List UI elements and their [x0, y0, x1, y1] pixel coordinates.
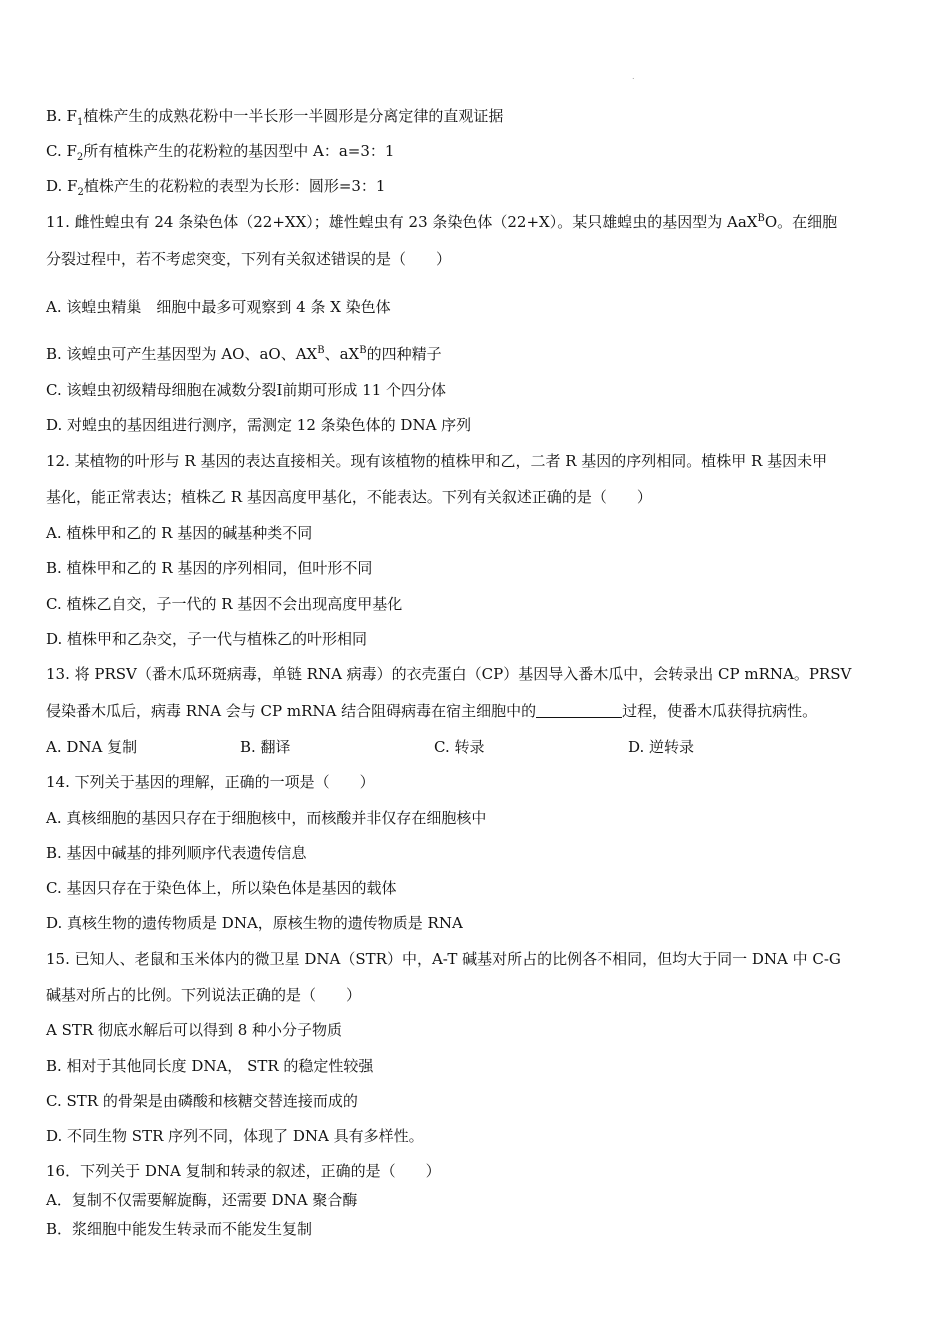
q14-option-a: A. 真核细胞的基因只存在于细胞核中，而核酸并非仅存在细胞核中 — [46, 809, 487, 827]
q11-option-a: A. 该蝗虫精巢 细胞中最多可观察到 4 条 X 染色体 — [46, 298, 391, 316]
q15-stem-line2: 碱基对所占的比例。下列说法正确的是（ ） — [46, 986, 362, 1004]
q15-option-a: A STR 彻底水解后可以得到 8 种小分子物质 — [46, 1021, 343, 1039]
q16-option-a: A．复制不仅需要解旋酶，还需要 DNA 聚合酶 — [46, 1191, 358, 1209]
q14-stem: 14. 下列关于基因的理解，正确的一项是（ ） — [46, 773, 375, 791]
q11-option-c: C. 该蝗虫初级精母细胞在减数分裂Ⅰ前期可形成 11 个四分体 — [46, 381, 447, 399]
q12-option-c: C. 植株乙自交，子一代的 R 基因不会出现高度甲基化 — [46, 595, 403, 613]
answer-blank — [536, 703, 622, 718]
q13-stem-line2: 侵染番木瓜后，病毒 RNA 会与 CP mRNA 结合阻碍病毒在宿主细胞中的 过程，使番木瓜获得抗病性。 — [46, 702, 818, 720]
q16-stem: 16．下列关于 DNA 复制和转录的叙述，正确的是（ ） — [46, 1162, 441, 1180]
q15-option-c: C. STR 的骨架是由磷酸和核糖交替连接而成的 — [46, 1092, 358, 1110]
q15-option-d: D. 不同生物 STR 序列不同，体现了 DNA 具有多样性。 — [46, 1127, 424, 1145]
q15-stem-line1: 15. 已知人、老鼠和玉米体内的微卫星 DNA（STR）中，A-T 碱基对所占的比例各不相同，但均大于同一 DNA 中 C-G — [46, 950, 841, 968]
q13-option-d: D. 逆转录 — [628, 738, 695, 756]
q14-option-c: C. 基因只存在于染色体上，所以染色体是基因的载体 — [46, 879, 397, 897]
q13-option-c: C. 转录 — [434, 738, 485, 756]
q12-option-d: D. 植株甲和乙杂交，子一代与植株乙的叶形相同 — [46, 630, 368, 648]
q10-option-b: B. $F_1$植株产生的成熟花粉中一半长形一半圆形是分离定律的直观证据 — [46, 107, 504, 128]
top-mark: . — [632, 72, 635, 81]
q11-stem-line2: 分裂过程中，若不考虑突变，下列有关叙述错误的是（ ） — [46, 250, 452, 268]
q10-option-d: D. $F_2$植株产生的花粉粒的表型为长形：圆形=3：1 — [46, 177, 386, 198]
q13-option-b: B. 翻译 — [240, 738, 291, 756]
q11-stem-line1: 11. 雌性蝗虫有 24 条染色体（22+XX）；雄性蝗虫有 23 条染色体（22+X）。某只雄蝗虫的基因型为 AaX$^B$O。在细胞 — [46, 213, 838, 231]
q10-option-c: C. $F_2$所有植株产生的花粉粒的基因型中 A：a=3：1 — [46, 142, 395, 163]
q16-option-b: B．浆细胞中能发生转录而不能发生复制 — [46, 1220, 313, 1238]
q11-option-b: B. 该蝗虫可产生基因型为 AO、aO、$AX^B$、$aX^B$的四种精子 — [46, 345, 442, 363]
q13-stem-line1: 13. 将 PRSV（番木瓜环斑病毒，单链 RNA 病毒）的衣壳蛋白（CP）基因导入番木瓜中，会转录出 CP mRNA。PRSV — [46, 665, 852, 683]
q15-option-b: B. 相对于其他同长度 DNA， STR 的稳定性较强 — [46, 1057, 374, 1075]
q12-stem-line1: 12. 某植物的叶形与 R 基因的表达直接相关。现有该植物的植株甲和乙，二者 R 基因的序列相同。植株甲 R 基因未甲 — [46, 452, 828, 470]
q11-option-d: D. 对蝗虫的基因组进行测序，需测定 12 条染色体的 DNA 序列 — [46, 416, 472, 434]
q12-stem-line2: 基化，能正常表达；植株乙 R 基因高度甲基化，不能表达。下列有关叙述正确的是（ ） — [46, 488, 652, 506]
q13-option-a: A. DNA 复制 — [46, 738, 138, 756]
q12-option-b: B. 植株甲和乙的 R 基因的序列相同，但叶形不同 — [46, 559, 373, 577]
q14-option-b: B. 基因中碱基的排列顺序代表遗传信息 — [46, 844, 307, 862]
q12-option-a: A. 植株甲和乙的 R 基因的碱基种类不同 — [46, 524, 313, 542]
q14-option-d: D. 真核生物的遗传物质是 DNA，原核生物的遗传物质是 RNA — [46, 914, 463, 932]
